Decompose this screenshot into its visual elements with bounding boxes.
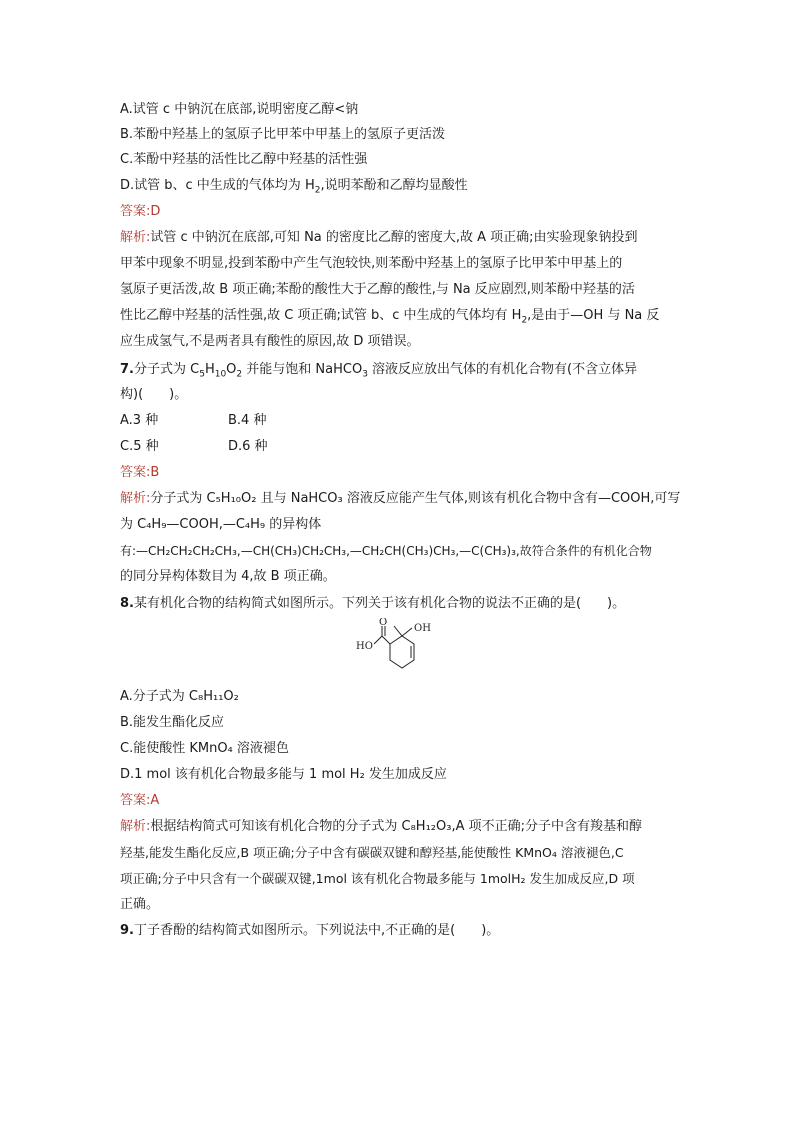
q8-analysis-text-1: 根据结构简式可知该有机化合物的分子式为 C₈H₁₂O₃,A 项不正确;分子中含有羧基和醇 [150,819,642,834]
q8-number: 8. [120,596,134,611]
q9-number: 9. [120,923,134,938]
q8-option-a: A.分子式为 C₈H₁₁O₂ [120,689,239,704]
q7-stem-part-4: 并能与饱和 NaHCO [242,362,363,377]
q8-analysis-line-2: 羟基,能发生酯化反应,B 项正确;分子中含有碳碳双键和醇羟基,能使酸性 KMnO₄ 溶液褪色,C [120,845,624,860]
q6-analysis-line-2: 甲苯中现象不明显,投到苯酚中产生气泡较快,则苯酚中羟基上的氢原子比甲苯中甲基上的 [120,256,623,271]
q6-option-b: B.苯酚中羟基上的氢原子比甲苯中甲基上的氢原子更活泼 [120,127,446,142]
q9-stem-text: 丁子香酚的结构简式如图所示。下列说法中,不正确的是( )。 [133,923,500,938]
q7-stem-line-2: 构)( )。 [120,387,188,402]
q7-stem-line-1 [120,360,680,385]
q7-option-b: B.4 种 [228,413,267,428]
q8-analysis-line-1 [120,817,680,837]
q7-option-a: A.3 种 [120,413,159,428]
q7-stem-part-1: 分子式为 C [133,362,200,377]
q7-sub-2: 10 [214,369,227,380]
q8-option-c: C.能使酸性 KMnO₄ 溶液褪色 [120,741,289,756]
q7-analysis-label: 解析: [120,491,151,506]
q8-analysis-line-3: 项正确;分子中只含有一个碳碳双键,1mol 该有机化合物最多能与 1molH₂ 发生加成反应,D 项 [120,871,635,886]
q7-number: 7. [120,362,134,377]
q6-analysis-text-4: 性比乙醇中羟基的活性强,故 C 项正确;试管 b、c 中生成的气体均有 H [120,308,522,323]
q6-analysis-subscript: 2 [521,315,528,326]
q7-analysis-line-1 [120,489,680,509]
q9-stem [120,921,680,941]
q6-option-d [120,176,680,201]
q6-analysis-label: 解析: [120,230,151,245]
q6-analysis-text-4-end: ,是由于—OH 与 Na 反 [527,308,660,323]
q7-analysis-text-1: 分子式为 C₅H₁₀O₂ 且与 NaHCO₃ 溶液反应能产生气体,则该有机化合物中含有—COOH,可写 [150,491,681,506]
q6-option-d-text-end: ,说明苯酚和乙醇均显酸性 [320,178,468,193]
q6-analysis-line-3: 氢原子更活泼,故 B 项正确;苯酚的酸性大于乙醇的酸性,与 Na 反应剧烈,则苯酚中羟基的活 [120,282,635,297]
q8-option-b: B.能发生酯化反应 [120,715,225,730]
q7-sub-3: 2 [236,369,243,380]
q7-analysis-line-4: 的同分异构体数目为 4,故 B 项正确。 [120,569,336,584]
q6-option-d-subscript: 2 [314,185,321,196]
q6-option-a: A.试管 c 中钠沉在底部,说明密度乙醇<钠 [120,102,359,117]
q7-analysis-line-2: 为 C₄H₉—COOH,—C₄H₉ 的异构体 [120,517,322,532]
q8-analysis-label: 解析: [120,819,151,834]
q7-stem-part-2: H [204,362,215,377]
q7-analysis-line-3: 有:—CH₂CH₂CH₂CH₃,—CH(CH₃)CH₂CH₃,—CH₂CH(CH₃)CH₃,—C(CH₃)₃,故符合条件的有机化合物 [120,544,652,558]
q8-stem-text: 某有机化合物的结构简式如图所示。下列关于该有机化合物的说法不正确的是( )。 [133,596,626,611]
q8-mol-ho-label: HO [356,641,373,652]
q8-structure-diagram [352,618,442,682]
q6-analysis-line-5: 应生成氢气,不是两者具有酸性的原因,故 D 项错误。 [120,334,420,349]
q8-mol-o-label: O [379,618,388,628]
q8-stem [120,594,680,614]
q8-answer: 答案:A [120,793,160,808]
q6-option-d-text: D.试管 b、c 中生成的气体均为 H [120,178,315,193]
q7-sub-4: 3 [362,369,368,380]
q8-analysis-line-4: 正确。 [120,897,160,912]
q6-analysis-line-4 [120,306,680,331]
q7-stem-part-3: O [226,362,237,377]
q7-options-row-2 [120,437,680,457]
q8-option-d: D.1 mol 该有机化合物最多能与 1 mol H₂ 发生加成反应 [120,767,447,782]
q7-option-c: C.5 种 [120,439,159,454]
q6-option-c: C.苯酚中羟基的活性比乙醇中羟基的活性强 [120,152,368,167]
q6-answer: 答案:D [120,204,161,219]
q6-analysis-text-1: 试管 c 中钠沉在底部,可知 Na 的密度比乙醇的密度大,故 A 项正确;由实验现象钠投到 [150,230,638,245]
q7-stem-part-5: 溶液反应放出气体的有机化合物有(不含立体异 [367,362,638,377]
q7-sub-1: 5 [199,369,205,380]
q8-mol-oh-label: OH [414,623,431,634]
q7-answer: 答案:B [120,465,160,480]
q7-options-row-1 [120,411,680,431]
q6-analysis-line-1 [120,228,680,248]
q7-option-d: D.6 种 [228,439,268,454]
